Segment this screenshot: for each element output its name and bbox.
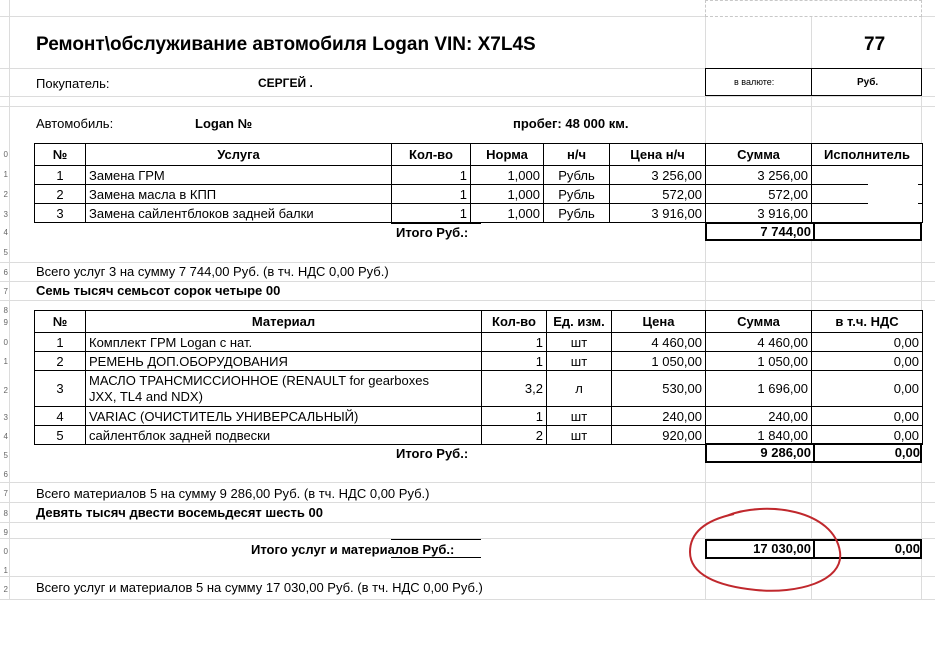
cell-qty: 1: [482, 407, 547, 426]
cell-number: 1: [35, 166, 86, 185]
cell-service-name: Замена ГРМ: [86, 166, 392, 185]
cell-unit: шт: [547, 333, 612, 352]
row-number: 5: [3, 248, 8, 257]
redaction-patch: [868, 166, 918, 221]
cell-price: 4 460,00: [612, 333, 706, 352]
cell-qty: 1: [482, 333, 547, 352]
gridline: [0, 96, 935, 97]
services-in-words: Семь тысяч семьсот сорок четыре 00: [36, 283, 281, 298]
cell-qty: 1: [392, 185, 471, 204]
cell-price: 240,00: [612, 407, 706, 426]
services-table: [34, 143, 923, 223]
table-header-row: [35, 144, 923, 166]
car-label: Автомобиль:: [36, 116, 114, 131]
cell-qty: 1: [392, 204, 471, 223]
column-header: в т.ч. НДС: [812, 311, 923, 333]
table-row: [35, 185, 923, 204]
column-header: №: [35, 144, 86, 166]
cell-material-name: [86, 371, 482, 407]
row-number: 7: [3, 489, 8, 498]
services-summary: Всего услуг 3 на сумму 7 744,00 Руб. (в тч. НДС 0,00 Руб.): [36, 264, 389, 279]
cell-unit: шт: [547, 407, 612, 426]
materials-in-words: Девять тысяч двести восемьдесят шесть 00: [36, 505, 323, 520]
cell-price: 572,00: [610, 185, 706, 204]
row-number: 8: [3, 306, 8, 315]
cell-norm: 1,000: [471, 204, 544, 223]
mileage: пробег: 48 000 км.: [513, 116, 629, 131]
cell-vat: 0,00: [812, 352, 923, 371]
table-row: [35, 204, 923, 223]
services-total-label: Итого Руб.:: [396, 225, 469, 240]
services-total-box: [705, 222, 922, 241]
cell-vat: 0,00: [812, 333, 923, 352]
header-box: [705, 0, 922, 17]
cell-sum: 3 256,00: [706, 166, 812, 185]
cell-unit: Рубль: [544, 204, 610, 223]
cell-sum: 3 916,00: [706, 204, 812, 223]
row-number: 7: [3, 287, 8, 296]
cell-vat: 0,00: [812, 426, 923, 445]
row-number: 9: [3, 528, 8, 537]
gridline: [0, 281, 935, 282]
column-header: Цена н/ч: [610, 144, 706, 166]
column-header: Исполнитель: [812, 144, 923, 166]
row-number: 4: [3, 228, 8, 237]
cell-qty: 1: [482, 352, 547, 371]
column-header: Цена: [612, 311, 706, 333]
material-name-line: JXX, TL4 and NDX): [89, 388, 203, 404]
cell-material-name: Комплект ГРМ Logan с нат.: [86, 333, 482, 352]
cell-vat: 0,00: [812, 407, 923, 426]
cell-price: 1 050,00: [612, 352, 706, 371]
cell-number: 1: [35, 333, 86, 352]
row-number: 6: [3, 268, 8, 277]
column-header: №: [35, 311, 86, 333]
table-row: [35, 407, 923, 426]
cell-service-name: Замена масла в КПП: [86, 185, 392, 204]
divider: [813, 224, 815, 239]
row-number: 1: [3, 566, 8, 575]
car-value: Logan №: [195, 116, 253, 131]
cell-sum: 4 460,00: [706, 333, 812, 352]
highlight-ellipse: [686, 504, 846, 596]
grand-total-summary: Всего услуг и материалов 5 на сумму 17 030,00 Руб. (в тч. НДС 0,00 Руб.): [36, 580, 483, 595]
column-header: Кол-во: [392, 144, 471, 166]
cell-number: 2: [35, 352, 86, 371]
cell-sum: 1 696,00: [706, 371, 812, 407]
row-number: 0: [3, 338, 8, 347]
grand-total-vat: 0,00: [894, 541, 920, 556]
buyer-label: Покупатель:: [36, 76, 110, 91]
row-number: 4: [3, 432, 8, 441]
gridline: [0, 300, 935, 301]
materials-total-box: [705, 443, 922, 463]
cell-price: 920,00: [612, 426, 706, 445]
gridline: [0, 599, 935, 600]
materials-total-sum: 9 286,00: [760, 445, 811, 460]
grand-total-sum: 17 030,00: [753, 541, 811, 556]
gridline: [0, 106, 935, 107]
document-title: Ремонт\обслуживание автомобиля Logan VIN: X7L4S: [36, 34, 536, 55]
cell-price: 3 916,00: [610, 204, 706, 223]
cell-number: 3: [35, 371, 86, 407]
cell-unit: Рубль: [544, 185, 610, 204]
table-row: [35, 333, 923, 352]
cell-unit: Рубль: [544, 166, 610, 185]
currency-label-cell: [705, 68, 812, 96]
grand-total-label: Итого услуг и материалов Руб.:: [251, 542, 455, 557]
buyer-name: СЕРГЕЙ .: [258, 76, 313, 90]
column-header: Материал: [86, 311, 482, 333]
cell-material-name: сайлентблок задней подвески: [86, 426, 482, 445]
row-number: 0: [3, 547, 8, 556]
row-number: 3: [3, 210, 8, 219]
gridline: [0, 482, 935, 483]
cell-number: 3: [35, 204, 86, 223]
cell-sum: 1 050,00: [706, 352, 812, 371]
currency-value: Руб.: [857, 77, 879, 88]
cell-price: 3 256,00: [610, 166, 706, 185]
column-header: Кол-во: [482, 311, 547, 333]
cell-sum: 572,00: [706, 185, 812, 204]
services-total-sum: 7 744,00: [760, 224, 811, 239]
cell-material-name: VARIAC (ОЧИСТИТЕЛЬ УНИВЕРСАЛЬНЫЙ): [86, 407, 482, 426]
divider: [391, 444, 481, 445]
divider: [391, 539, 481, 540]
row-number: 3: [3, 413, 8, 422]
cell-service-name: Замена сайлентблоков задней балки: [86, 204, 392, 223]
column-header: Сумма: [706, 144, 812, 166]
cell-unit: шт: [547, 426, 612, 445]
row-number: 8: [3, 509, 8, 518]
column-header: Норма: [471, 144, 544, 166]
divider: [391, 557, 481, 558]
materials-summary: Всего материалов 5 на сумму 9 286,00 Руб. (в тч. НДС 0,00 Руб.): [36, 486, 430, 501]
currency-label: в валюте:: [734, 77, 775, 87]
table-row: [35, 371, 923, 407]
divider: [391, 223, 481, 224]
cell-qty: 1: [392, 166, 471, 185]
gridline: [0, 262, 935, 263]
row-number: 1: [3, 170, 8, 179]
cell-number: 5: [35, 426, 86, 445]
gridline: [0, 502, 935, 503]
table-row: [35, 352, 923, 371]
row-number: 2: [3, 190, 8, 199]
cell-number: 4: [35, 407, 86, 426]
materials-table: [34, 310, 923, 445]
cell-norm: 1,000: [471, 185, 544, 204]
row-number: 2: [3, 386, 8, 395]
row-number: 2: [3, 585, 8, 594]
column-header: Услуга: [86, 144, 392, 166]
cell-qty: 3,2: [482, 371, 547, 407]
row-number: 0: [3, 150, 8, 159]
column-header: Сумма: [706, 311, 812, 333]
column-header: Ед. изм.: [547, 311, 612, 333]
cell-unit: л: [547, 371, 612, 407]
row-number: 1: [3, 357, 8, 366]
material-name-line: МАСЛО ТРАНСМИССИОННОЕ (RENAULT for gearboxes: [89, 372, 429, 388]
cell-vat: 0,00: [812, 371, 923, 407]
table-row: [35, 166, 923, 185]
cell-norm: 1,000: [471, 166, 544, 185]
materials-total-vat: 0,00: [894, 445, 920, 460]
document-number: 77: [864, 34, 886, 55]
table-row: [35, 426, 923, 445]
cell-sum: 1 840,00: [706, 426, 812, 445]
cell-price: 530,00: [612, 371, 706, 407]
currency-value-cell: [811, 68, 922, 96]
row-number: 9: [3, 318, 8, 327]
column-header: н/ч: [544, 144, 610, 166]
cell-qty: 2: [482, 426, 547, 445]
row-number: 6: [3, 470, 8, 479]
cell-unit: шт: [547, 352, 612, 371]
cell-material-name: РЕМЕНЬ ДОП.ОБОРУДОВАНИЯ: [86, 352, 482, 371]
cell-sum: 240,00: [706, 407, 812, 426]
row-number: 5: [3, 451, 8, 460]
table-header-row: [35, 311, 923, 333]
gridline: [9, 0, 10, 600]
cell-number: 2: [35, 185, 86, 204]
materials-total-label: Итого Руб.:: [396, 446, 469, 461]
